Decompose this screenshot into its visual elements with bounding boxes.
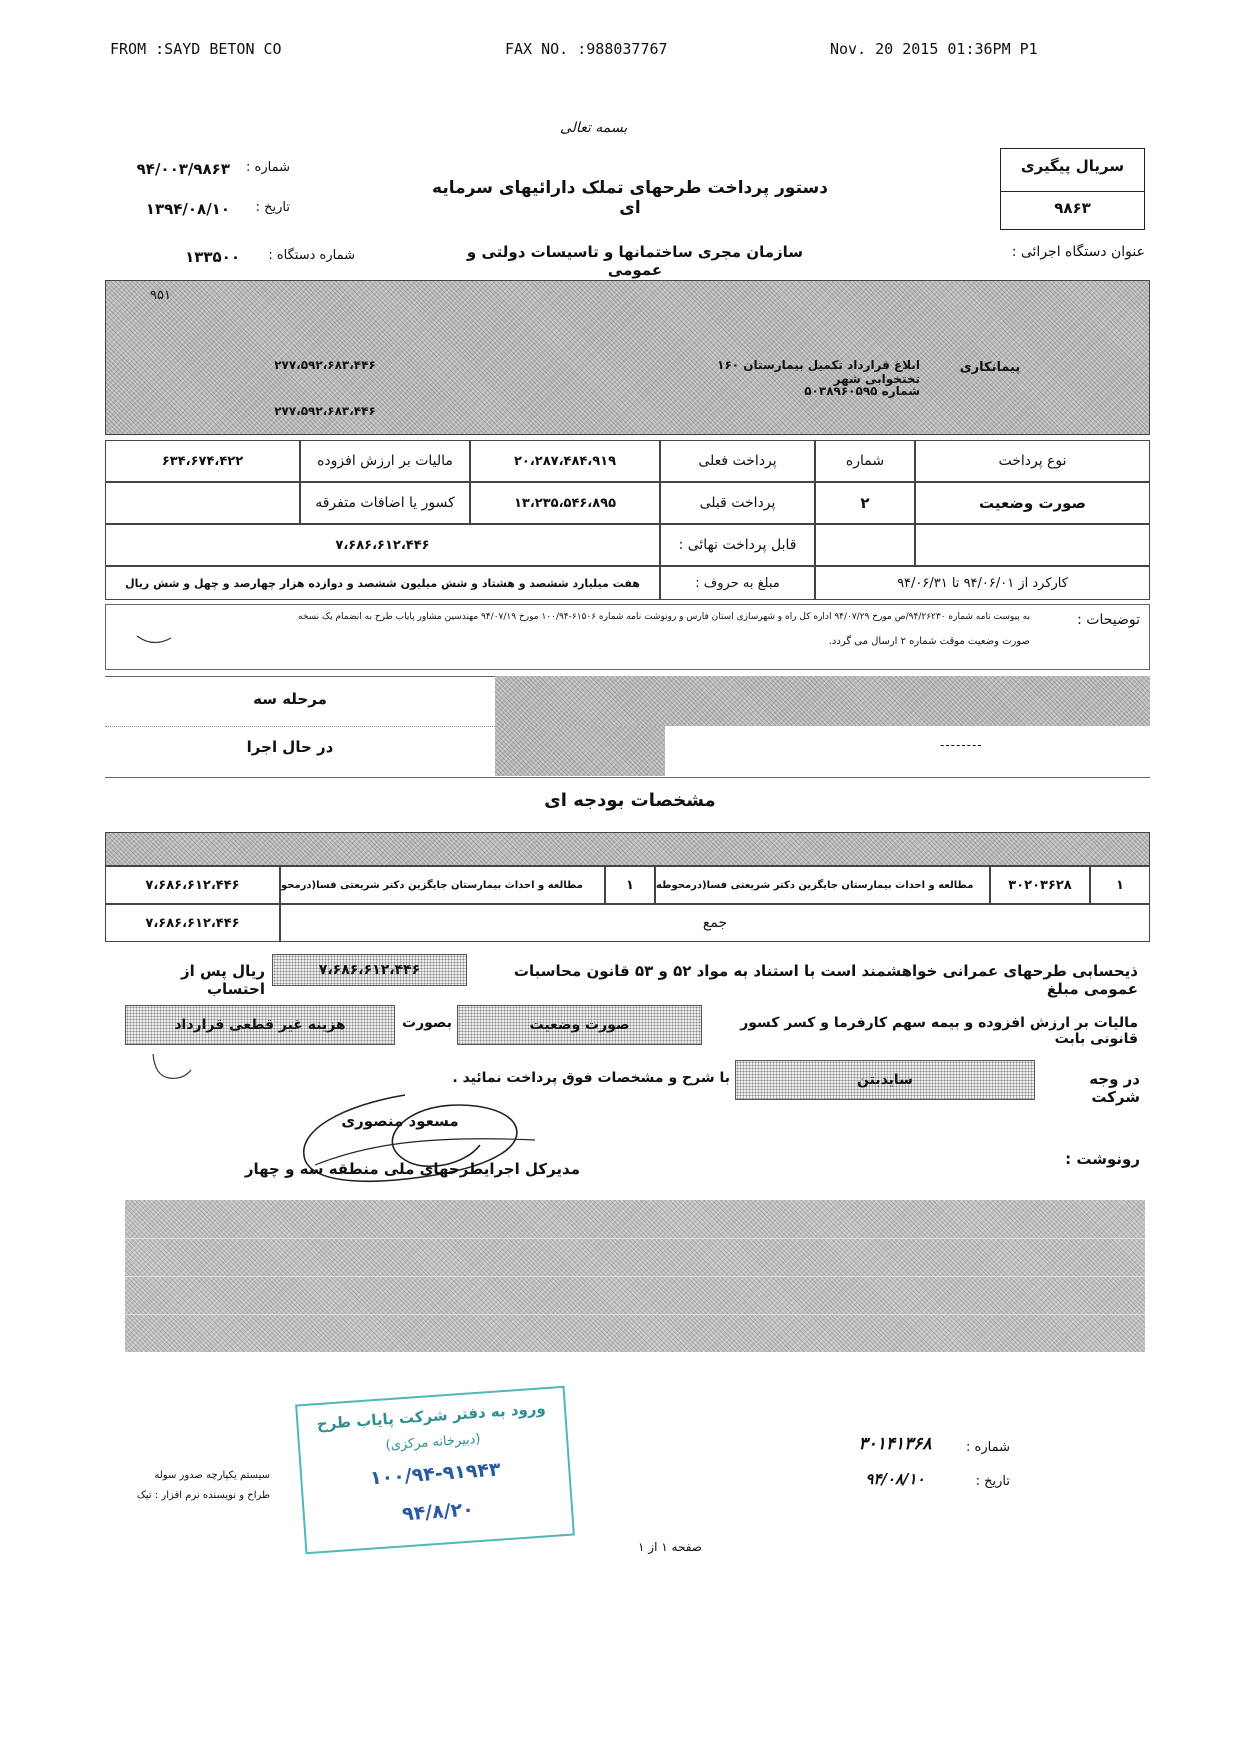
status-label: صورت وضعیت: [915, 482, 1150, 524]
current-payment-label: پرداخت فعلی: [660, 440, 815, 482]
form-title: دستور پرداخت طرحهای تملک دارائیهای سرمایه ای: [432, 178, 828, 218]
prior-payment-value: ۱۳،۲۳۵،۵۴۶،۸۹۵: [470, 482, 660, 524]
signature-scribble: [285, 1085, 545, 1195]
signer-name: مسعود منصوری: [341, 1112, 459, 1130]
instruction-cost-box: هزینه غیر قطعی قرارداد: [125, 1005, 395, 1045]
stage-header-band: [495, 676, 1150, 726]
instruction-line1-b: ریال پس از احتساب: [181, 962, 265, 998]
payment-type-label: نوع پرداخت: [915, 440, 1150, 482]
signer-title: مدیرکل اجرایطرحهای ملی منطقه سه و چهار: [244, 1160, 580, 1178]
amount-in-words-value: هفت میلیارد ششصد و هشتاد و شش میلیون ششصد و دوازده هزار چهارصد و چهل و شش ریال: [105, 566, 660, 600]
notes-check-mark: [135, 632, 175, 648]
page-number: صفحه ۱ از ۱: [638, 1540, 702, 1554]
receipt-stamp: [295, 1386, 575, 1554]
stamp-number: ۱۰۰/۹۴-۹۱۹۴۳: [369, 1458, 502, 1490]
instruction-line3-a: در وجه شرکت: [1089, 1070, 1140, 1106]
instruction-company-box: سایدبتن: [735, 1060, 1035, 1100]
instruction-line1-a: ذیحسابی طرحهای عمرانی خواهشمند است با استناد به مواد ۵۲ و ۵۳ قانون محاسبات عمومی مبلغ: [513, 962, 1138, 998]
budget-row-index: ۱: [1090, 866, 1150, 904]
budget-row-code: ۳۰۲۰۳۶۲۸: [990, 866, 1090, 904]
stamp-date: ۹۴/۸/۲۰: [401, 1498, 475, 1526]
ref-date-label: تاریخ :: [975, 1474, 1010, 1489]
budget-row-amount: ۷،۶۸۶،۶۱۲،۴۴۶: [105, 866, 280, 904]
fax-from: FROM :SAYD BETON CO: [110, 40, 282, 58]
budget-header-band: [105, 832, 1150, 866]
contract-subject: ابلاغ قرارداد تکمیل بیمارستان ۱۶۰ تختخوابی شهر: [717, 358, 920, 386]
margin-tick-mark: [145, 1050, 205, 1090]
amount-in-words-label: مبلغ به حروف :: [660, 566, 815, 600]
notes-label: توضیحات :: [1077, 612, 1140, 628]
contract-amount-2: ۲۷۷،۵۹۲،۶۸۳،۴۴۶: [274, 404, 376, 418]
budget-row-sub-index: ۱: [605, 866, 655, 904]
status-number: ۲: [815, 482, 915, 524]
final-blank-right: [915, 524, 1150, 566]
deductions-label: کسور یا اضافات متفرقه: [300, 482, 470, 524]
footer-software-line-1: سیستم یکپارچه صدور سوله: [154, 1470, 270, 1481]
contract-type: پیمانکاری: [959, 360, 1021, 375]
instruction-line2-a: مالیات بر ارزش افزوده و بیمه سهم کارفرما و کسر کسور قانونی بابت: [740, 1015, 1138, 1047]
budget-total-value: ۷،۶۸۶،۶۱۲،۴۴۶: [105, 904, 280, 942]
ref-number-label: شماره :: [966, 1440, 1010, 1455]
date-label: تاریخ :: [255, 200, 290, 215]
stage-value: مرحله سه: [253, 690, 327, 708]
device-label: شماره دستگاه :: [268, 248, 355, 263]
instruction-status-box: صورت وضعیت: [457, 1005, 702, 1045]
number-value: ۹۴/۰۰۳/۹۸۶۳: [136, 160, 230, 178]
budget-total-label: جمع: [280, 904, 1150, 942]
stage-dash: --------: [940, 738, 983, 752]
deductions-value: [105, 482, 300, 524]
basmala: بسمه تعالی: [560, 120, 628, 136]
budget-heading: مشخصات بودجه ای: [544, 790, 716, 811]
serial-value: ۹۸۶۳: [1054, 199, 1091, 217]
date-value: ۱۳۹۴/۰۸/۱۰: [145, 200, 230, 218]
cc-line-1: [125, 1238, 1145, 1239]
current-payment-value: ۲۰،۲۸۷،۴۸۴،۹۱۹: [470, 440, 660, 482]
exec-agency-label: عنوان دستگاه اجرائی :: [1011, 244, 1145, 260]
contract-amount: ۲۷۷،۵۹۲،۶۸۳،۴۴۶: [274, 358, 376, 372]
stage-subheader-band: [495, 726, 665, 776]
contract-subject-line2: شماره ۵۰۳۸۹۶۰۵۹۵: [804, 384, 920, 398]
fax-datetime: Nov. 20 2015 01:36PM P1: [830, 40, 1038, 58]
work-period: کارکرد از ۹۴/۰۶/۰۱ تا ۹۴/۰۶/۳۱: [815, 566, 1150, 600]
execution-state: در حال اجرا: [246, 738, 334, 756]
device-value: ۱۳۳۵۰۰: [185, 248, 240, 266]
vat-label: مالیات بر ارزش افزوده: [300, 440, 470, 482]
contract-top-value: ۹۵۱: [150, 288, 171, 303]
vat-value: ۶۳۴،۶۷۴،۴۲۲: [105, 440, 300, 482]
organization-name: سازمان مجری ساختمانها و تاسیسات دولتی و عمومی: [466, 243, 804, 279]
notes-line-1: به پیوست نامه شماره ۹۴/۲۶۲۳۰/ص مورخ ۹۴/۰۷/۲۹ اداره کل راه و شهرسازی استان فارس و رونوشت نامه شماره ۶۱۵۰۶-۱۰۰/۹۴ مورخ ۹۴/۰۷/۱۹ مهندسین مشاور پایاب طرح به انضمام یک نسخه: [298, 612, 1030, 622]
cc-label: رونوشت :: [1065, 1150, 1140, 1168]
cc-line-3: [125, 1314, 1145, 1315]
stamp-line-1: ورود به دفتر شرکت پایاب طرح: [316, 1399, 547, 1434]
serial-label: سریال پیگیری: [1020, 157, 1125, 175]
number-label: شماره :: [246, 160, 290, 175]
budget-row-title: مطالعه و احداث بیمارستان جایگزین دکتر شریعتی فسا(درمحوطه: [655, 866, 990, 904]
serial-divider: [1001, 191, 1144, 192]
budget-row-sub-title: مطالعه و احداث بیمارستان جایگزین دکتر شریعتی فسا(درمحو: [280, 866, 605, 904]
payment-number-label: شماره: [815, 440, 915, 482]
final-payable-value: ۷،۶۸۶،۶۱۲،۴۴۶: [105, 524, 660, 566]
fax-number: FAX NO. :988037767: [505, 40, 668, 58]
serial-box: [1000, 148, 1145, 230]
stage-divider: [105, 726, 495, 727]
final-payable-label: قابل پرداخت نهائی :: [660, 524, 815, 566]
footer-software-line-2: طراح و نویسنده نرم افزار : تیک: [136, 1490, 270, 1501]
notes-line-2: صورت وضعیت موقت شماره ۲ ارسال می گردد.: [828, 636, 1030, 647]
cc-line-2: [125, 1276, 1145, 1277]
prior-payment-label: پرداخت قبلی: [660, 482, 815, 524]
instruction-line3-b: با شرح و مشخصات فوق پرداخت نمائید .: [452, 1070, 730, 1086]
stamp-line-2: (دبیرخانه مرکزی): [385, 1431, 482, 1454]
ref-number-value: ۳۰۱۴۱۳۶۸: [858, 1434, 932, 1454]
final-blank-mid: [815, 524, 915, 566]
instruction-line2-b: بصورت: [402, 1015, 452, 1031]
instruction-amount-box: ۷،۶۸۶،۶۱۲،۴۴۶: [272, 954, 467, 986]
ref-date-value: ۹۴/۰۸/۱۰: [865, 1470, 925, 1488]
